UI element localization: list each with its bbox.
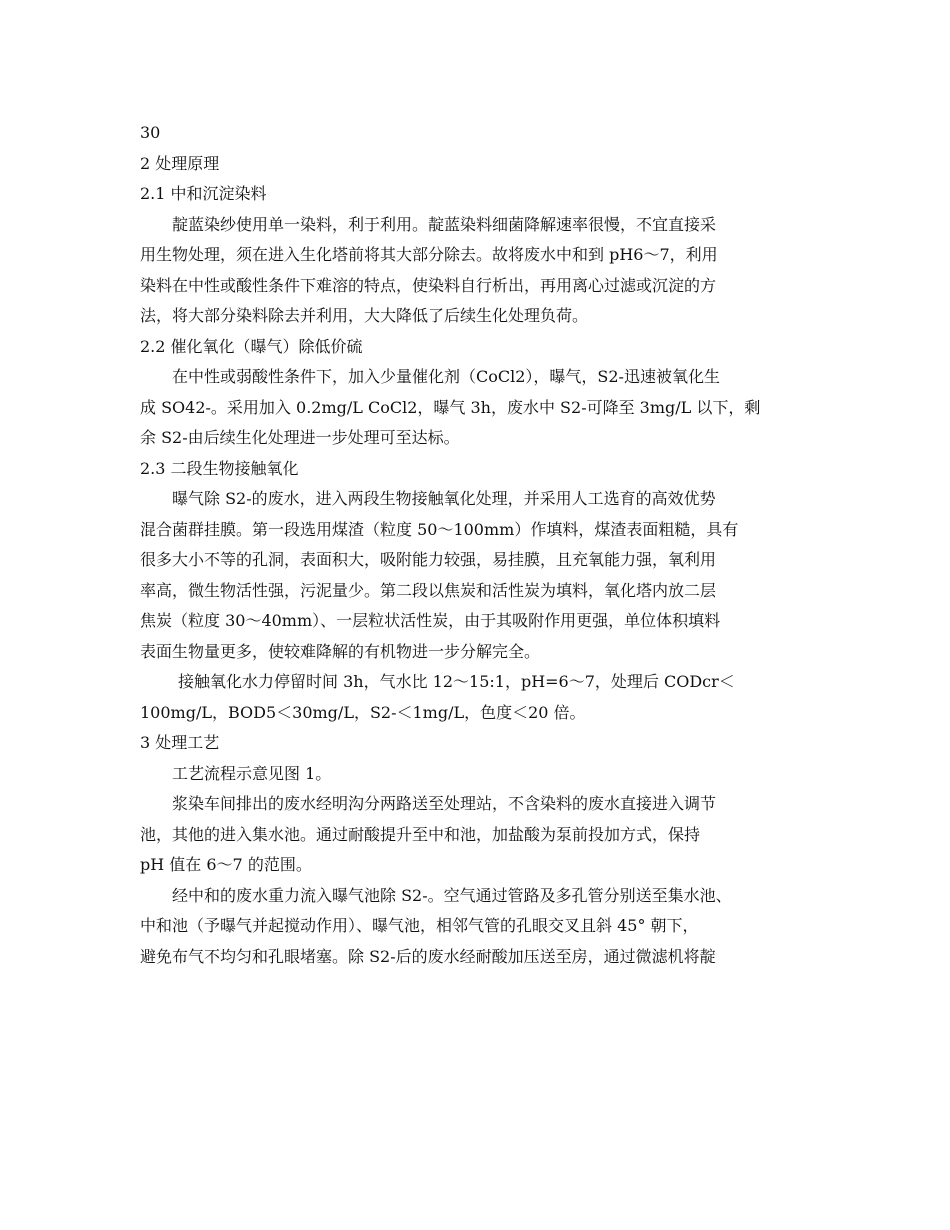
paragraph-line: 混合菌群挂膜。第一段选用煤渣（粒度 50～100mm）作填料，煤渣表面粗糙，具有 bbox=[140, 519, 739, 539]
paragraph-line: 中和池（予曝气并起搅动作用）、曝气池，相邻气管的孔眼交叉且斜 45° 朝下， bbox=[140, 916, 699, 935]
subsection-heading: 2.2 催化氧化（曝气）除低价硫 bbox=[140, 336, 363, 356]
subsection-heading: 2.1 中和沉淀染料 bbox=[140, 184, 267, 203]
paragraph-line: 100mg/L，BOD5＜30mg/L，S2-＜1mg/L，色度＜20 倍。 bbox=[140, 702, 586, 722]
paragraph-line: 在中性或弱酸性条件下，加入少量催化剂（CoCl2），曝气，S2-迅速被氧化生 bbox=[172, 367, 720, 386]
paragraph-line: 接触氧化水力停留时间 3h，气水比 12～15:1，pH=6～7，处理后 CODcr＜ bbox=[178, 672, 735, 691]
paragraph-line: 浆染车间排出的废水经明沟分两路送至处理站，不含染料的废水直接进入调节 bbox=[172, 794, 717, 813]
paragraph-line: 避免布气不均匀和孔眼堵塞。除 S2-后的废水经耐酸加压送至房，通过微滤机将靛 bbox=[140, 946, 716, 966]
paragraph-line: 表面生物量更多，使较难降解的有机物进一步分解完全。 bbox=[140, 641, 541, 661]
paragraph-line: 用生物处理，须在进入生化塔前将其大部分除去。故将废水中和到 pH6～7，利用 bbox=[140, 245, 718, 264]
paragraph-line: 率高，微生物活性强，污泥量少。第二段以焦炭和活性炭为填料，氧化塔内放二层 bbox=[140, 580, 717, 600]
paragraph-line: 染料在中性或酸性条件下难溶的特点，使染料自行析出，再用离心过滤或沉淀的方 bbox=[140, 275, 717, 295]
paragraph-line: 法，将大部分染料除去并利用，大大降低了后续生化处理负荷。 bbox=[140, 306, 589, 325]
document-page bbox=[140, 118, 830, 972]
paragraph-line: 池，其他的进入集水池。通过耐酸提升至中和池，加盐酸为泵前投加方式，保持 bbox=[140, 824, 701, 844]
paragraph-line: 靛蓝染纱使用单一染料，利于利用。靛蓝染料细菌降解速率很慢，不宜直接采 bbox=[172, 214, 717, 234]
subsection-heading: 2.3 二段生物接触氧化 bbox=[140, 458, 299, 478]
paragraph-line: pH 值在 6～7 的范围。 bbox=[140, 855, 312, 874]
paragraph-line: 很多大小不等的孔洞，表面积大，吸附能力较强，易挂膜，且充氧能力强，氧利用 bbox=[140, 550, 717, 569]
paragraph-line: 曝气除 S2-的废水，进入两段生物接触氧化处理，并采用人工选育的高效优势 bbox=[172, 489, 716, 508]
paragraph-line: 余 S2-由后续生化处理进一步处理可至达标。 bbox=[140, 428, 460, 447]
paragraph-line: 焦炭（粒度 30～40mm）、一层粒状活性炭，由于其吸附作用更强，单位体积填料 bbox=[140, 611, 721, 630]
page-number: 30 bbox=[140, 123, 161, 142]
paragraph-line: 经中和的废水重力流入曝气池除 S2-。空气通过管路及多孔管分别送至集水池、 bbox=[172, 885, 732, 905]
paragraph-line: 工艺流程示意见图 1。 bbox=[172, 763, 332, 783]
section-heading: 3 处理工艺 bbox=[140, 733, 220, 752]
paragraph-line: 成 SO42-。采用加入 0.2mg/L CoCl2，曝气 3h，废水中 S2-可降至 3mg/L 以下，剩 bbox=[140, 397, 761, 417]
section-heading: 2 处理原理 bbox=[140, 153, 220, 173]
